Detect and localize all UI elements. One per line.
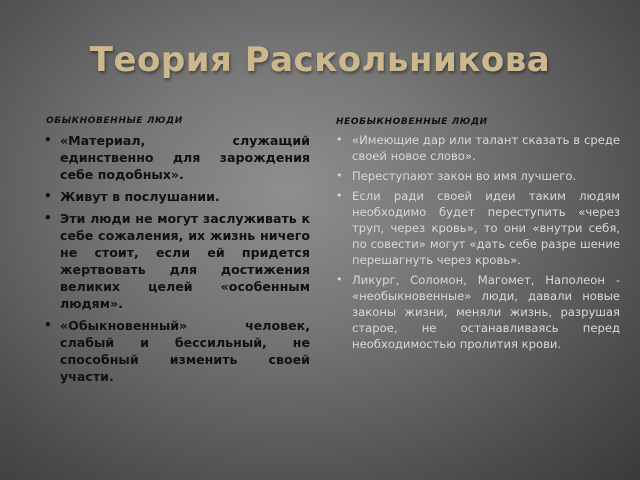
list-item-text: Если ради своей идеи таким людям необходимо будет переступить «через труп, через кровь», то они «внутри себя, по совести» могут «дать себе разре шение перешагнуть через кровь». (352, 189, 620, 267)
list-item (336, 188, 620, 268)
extraordinary-people-heading: НЕОБЫКНОВЕННЫЕ ЛЮДИ (336, 117, 488, 127)
bullet-icon: • (44, 133, 52, 147)
list-item (336, 272, 620, 352)
list-item (44, 317, 310, 385)
list-item-text: «Материал, служащий единственно для зарождения себе подобных». (60, 133, 310, 182)
bullet-icon: • (44, 211, 52, 225)
bullet-icon: • (44, 318, 52, 332)
trailing-period: . (557, 337, 562, 351)
list-item-text: Живут в послушании. (60, 189, 220, 204)
bullet-icon: • (336, 169, 343, 182)
bullet-icon: • (44, 189, 52, 203)
slide-title: Теория Раскольникова (89, 40, 551, 80)
list-item (336, 168, 620, 184)
list-item-text: «Имеющие дар или талант сказать в среде своей новое слово». (352, 133, 620, 163)
list-item-text: Переступают закон во имя лучшего. (352, 169, 577, 183)
list-item (44, 132, 310, 183)
list-item (336, 132, 620, 164)
ordinary-people-list (44, 132, 310, 390)
ordinary-people-heading: ОБЫКНОВЕННЫЕ ЛЮДИ (46, 116, 183, 126)
list-item (44, 188, 310, 205)
list-item-text: «Обыкновенный» человек, слабый и бессильный, не способный изменить своей участи. (60, 318, 310, 384)
list-item-text: Ликург, Соломон, Магомет, Наполеон - «необыкновенные» люди, давали новые законы жизни, меняли жизнь, разрушая старое, не останавливаясь перед необходимостью пролития крови (352, 273, 620, 351)
bullet-icon: • (336, 189, 343, 202)
bullet-icon: • (336, 273, 343, 286)
extraordinary-people-list (336, 132, 620, 356)
bullet-icon: • (336, 133, 343, 146)
list-item (44, 210, 310, 312)
list-item-text: Эти люди не могут заслуживать к себе сожаления, их жизнь ничего не стоит, если ей придется жертвовать для достижения великих целей «особенным людям». (60, 211, 310, 311)
